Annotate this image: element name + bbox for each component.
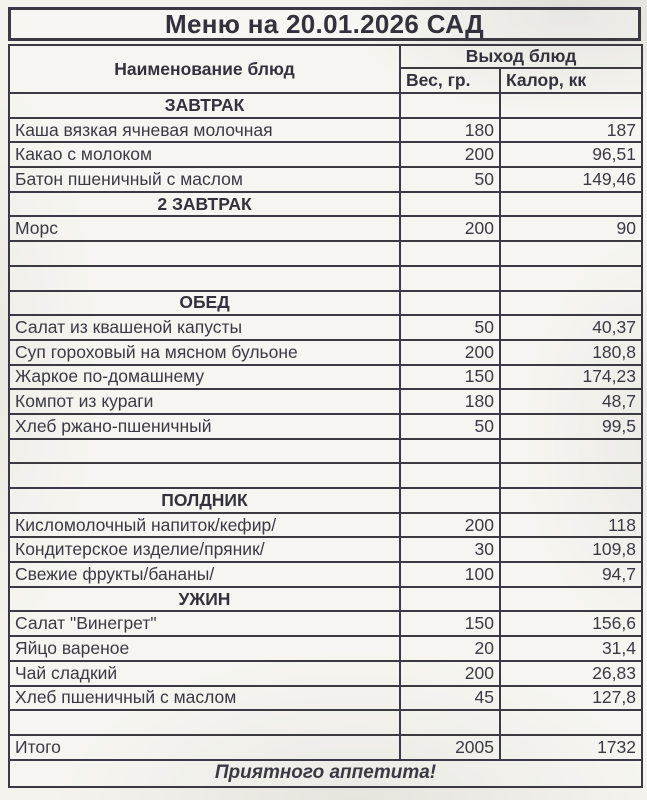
footer-row <box>9 760 642 787</box>
calories-value: 48,7 <box>500 389 642 414</box>
dish-name: Итого <box>9 735 400 760</box>
menu-document <box>8 7 641 788</box>
weight-value: 200 <box>400 142 500 167</box>
weight-value: 45 <box>400 686 500 711</box>
dish-name: Чай сладкий <box>9 661 400 686</box>
calories-value: 187 <box>500 118 642 143</box>
section-title: 2 ЗАВТРАК <box>9 192 400 217</box>
weight-value <box>400 488 500 513</box>
calories-value: 31,4 <box>500 636 642 661</box>
document-title: Меню на 20.01.2026 САД <box>8 7 641 41</box>
menu-table-header <box>9 45 642 93</box>
menu-table-body <box>9 93 642 760</box>
menu-table-footer <box>9 760 642 787</box>
calories-value: 174,23 <box>500 365 642 390</box>
section-title: ОБЕД <box>9 291 400 316</box>
dish-name <box>9 710 400 735</box>
weight-value: 150 <box>400 611 500 636</box>
dish-row <box>9 216 642 241</box>
empty-row <box>9 463 642 488</box>
calories-value <box>500 710 642 735</box>
section-title: ЗАВТРАК <box>9 93 400 118</box>
footer-note: Приятного аппетита! <box>9 760 642 787</box>
section-row <box>9 488 642 513</box>
dish-row <box>9 611 642 636</box>
weight-value: 200 <box>400 661 500 686</box>
weight-value <box>400 439 500 464</box>
dish-name: Кондитерское изделие/пряник/ <box>9 537 400 562</box>
weight-value: 30 <box>400 537 500 562</box>
weight-value: 180 <box>400 118 500 143</box>
weight-value: 180 <box>400 389 500 414</box>
calories-value: 127,8 <box>500 686 642 711</box>
dish-name: Хлеб пшеничный с маслом <box>9 686 400 711</box>
dish-name: Хлеб ржано-пшеничный <box>9 414 400 439</box>
column-header-name: Наименование блюд <box>9 45 400 93</box>
dish-row <box>9 167 642 192</box>
weight-value: 200 <box>400 513 500 538</box>
weight-value <box>400 192 500 217</box>
calories-value: 90 <box>500 216 642 241</box>
dish-name <box>9 439 400 464</box>
dish-name: Каша вязкая ячневая молочная <box>9 118 400 143</box>
calories-value: 94,7 <box>500 562 642 587</box>
weight-value <box>400 266 500 291</box>
weight-value <box>400 710 500 735</box>
dish-name: Салат из квашеной капусты <box>9 315 400 340</box>
calories-value: 156,6 <box>500 611 642 636</box>
empty-row <box>9 710 642 735</box>
weight-value: 2005 <box>400 735 500 760</box>
dish-name: Суп гороховый на мясном бульоне <box>9 340 400 365</box>
dish-name: Яйцо вареное <box>9 636 400 661</box>
weight-value: 200 <box>400 340 500 365</box>
calories-value <box>500 439 642 464</box>
dish-row <box>9 118 642 143</box>
calories-value: 109,8 <box>500 537 642 562</box>
column-header-output-group: Выход блюд <box>400 45 642 68</box>
dish-row <box>9 414 642 439</box>
empty-row <box>9 241 642 266</box>
calories-value <box>500 241 642 266</box>
dish-row <box>9 340 642 365</box>
weight-value: 200 <box>400 216 500 241</box>
calories-value <box>500 488 642 513</box>
dish-name: Батон пшеничный с маслом <box>9 167 400 192</box>
dish-name: Морс <box>9 216 400 241</box>
dish-name: Жаркое по-домашнему <box>9 365 400 390</box>
section-row <box>9 192 642 217</box>
dish-name: Салат "Винегрет" <box>9 611 400 636</box>
calories-value <box>500 463 642 488</box>
weight-value: 20 <box>400 636 500 661</box>
weight-value: 50 <box>400 167 500 192</box>
calories-value: 96,51 <box>500 142 642 167</box>
weight-value <box>400 93 500 118</box>
calories-value <box>500 291 642 316</box>
section-row <box>9 587 642 612</box>
empty-row <box>9 266 642 291</box>
weight-value: 50 <box>400 414 500 439</box>
calories-value: 149,46 <box>500 167 642 192</box>
calories-value <box>500 192 642 217</box>
section-title: УЖИН <box>9 587 400 612</box>
calories-value: 1732 <box>500 735 642 760</box>
weight-value: 50 <box>400 315 500 340</box>
calories-value: 40,37 <box>500 315 642 340</box>
total-row <box>9 735 642 760</box>
dish-name: Какао с молоком <box>9 142 400 167</box>
weight-value <box>400 463 500 488</box>
weight-value <box>400 241 500 266</box>
weight-value <box>400 291 500 316</box>
empty-row <box>9 439 642 464</box>
weight-value: 100 <box>400 562 500 587</box>
dish-row <box>9 315 642 340</box>
menu-table <box>8 44 643 788</box>
calories-value: 26,83 <box>500 661 642 686</box>
calories-value: 99,5 <box>500 414 642 439</box>
dish-row <box>9 389 642 414</box>
calories-value <box>500 93 642 118</box>
calories-value: 118 <box>500 513 642 538</box>
dish-row <box>9 142 642 167</box>
dish-name: Компот из кураги <box>9 389 400 414</box>
dish-row <box>9 365 642 390</box>
dish-name: Кисломолочный напиток/кефир/ <box>9 513 400 538</box>
dish-name <box>9 266 400 291</box>
dish-row <box>9 513 642 538</box>
weight-value <box>400 587 500 612</box>
column-header-weight: Вес, гр. <box>400 68 500 93</box>
weight-value: 150 <box>400 365 500 390</box>
calories-value <box>500 266 642 291</box>
calories-value <box>500 587 642 612</box>
dish-row <box>9 661 642 686</box>
dish-name <box>9 463 400 488</box>
column-header-calories: Калор, кк <box>500 68 642 93</box>
dish-name <box>9 241 400 266</box>
dish-row <box>9 537 642 562</box>
dish-row <box>9 562 642 587</box>
dish-name: Свежие фрукты/бананы/ <box>9 562 400 587</box>
section-title: ПОЛДНИК <box>9 488 400 513</box>
section-row <box>9 291 642 316</box>
dish-row <box>9 636 642 661</box>
dish-row <box>9 686 642 711</box>
calories-value: 180,8 <box>500 340 642 365</box>
header-row-1 <box>9 45 642 68</box>
section-row <box>9 93 642 118</box>
